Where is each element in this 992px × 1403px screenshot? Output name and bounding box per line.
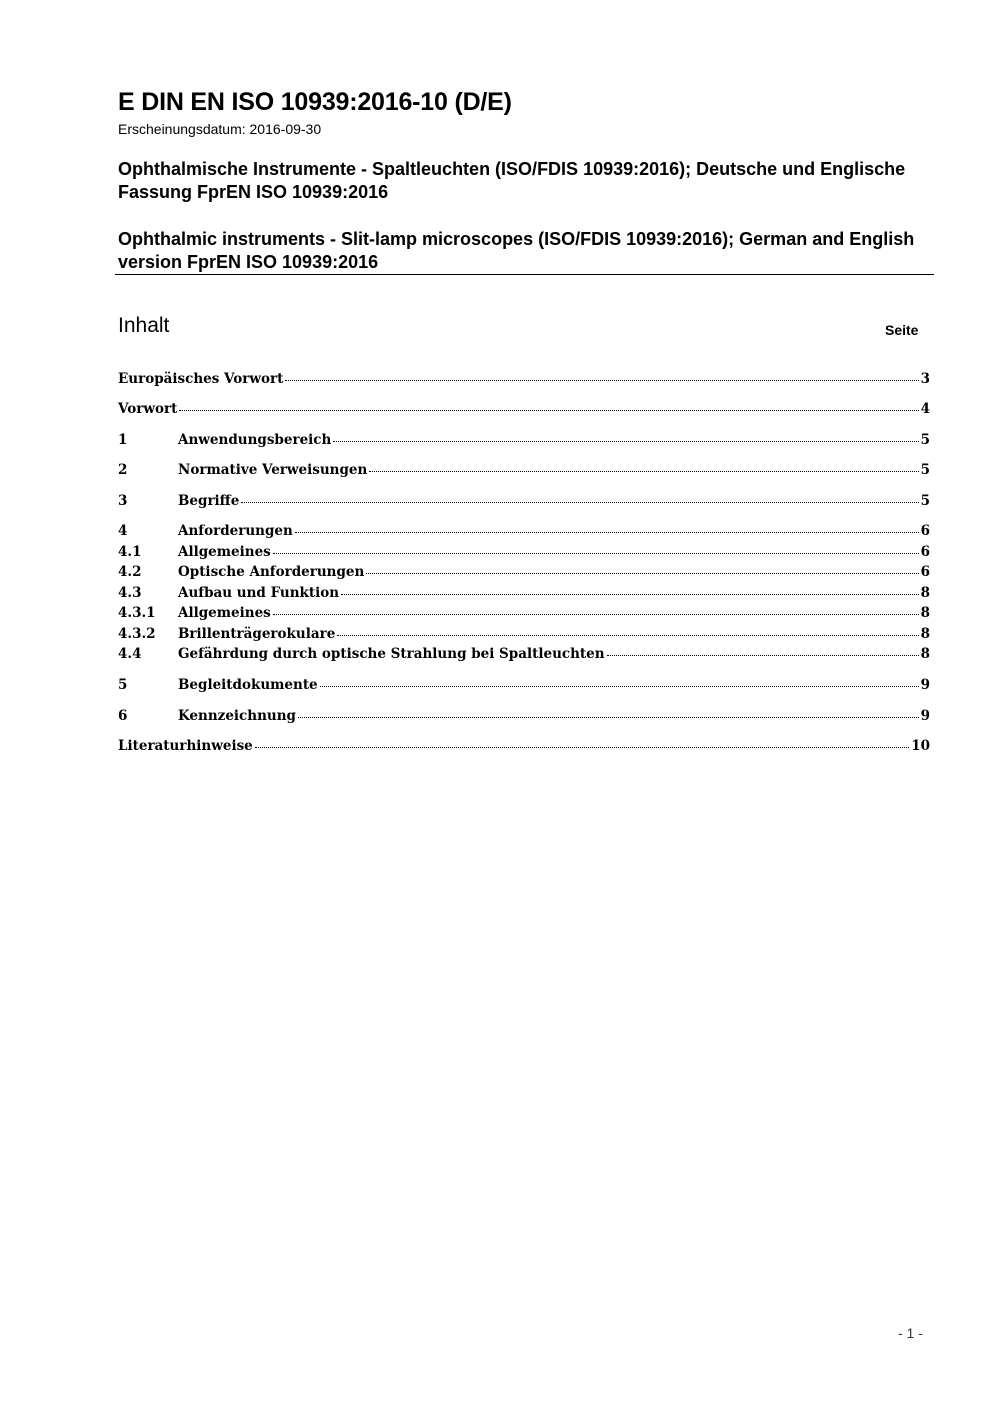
page-number: - 1 - bbox=[898, 1325, 923, 1341]
publication-date: Erscheinungsdatum: 2016-09-30 bbox=[118, 121, 322, 137]
toc-leader-dots bbox=[273, 614, 919, 615]
toc-page-label: Seite bbox=[885, 322, 919, 338]
toc-entry-page: 8 bbox=[920, 585, 930, 601]
toc-leader-dots bbox=[298, 717, 919, 718]
toc-entry[interactable] bbox=[118, 585, 930, 605]
toc-leader-dots bbox=[333, 441, 918, 442]
toc-entry-title: Begleitdokumente bbox=[178, 677, 318, 693]
title-english: Ophthalmic instruments - Slit-lamp microscopes (ISO/FDIS 10939:2016); German and English version FprEN ISO 10939:2016 bbox=[118, 229, 915, 272]
toc-entry[interactable] bbox=[118, 564, 930, 584]
toc-heading: Inhalt bbox=[118, 314, 170, 337]
toc-entry-page: 9 bbox=[920, 708, 930, 724]
toc-entry-title: Allgemeines bbox=[178, 544, 271, 560]
toc-entry-title: Europäisches Vorwort bbox=[118, 371, 284, 387]
toc-entry-title: Begriffe bbox=[178, 493, 240, 509]
title-german: Ophthalmische Instrumente - Spaltleuchten (ISO/FDIS 10939:2016); Deutsche und Englische Fassung FprEN ISO 10939:2016 bbox=[118, 159, 906, 202]
toc-leader-dots bbox=[607, 655, 919, 656]
toc-entry-title: Optische Anforderungen bbox=[178, 564, 365, 580]
toc-entry-number: 4.4 bbox=[118, 646, 142, 662]
toc-entry-number: 2 bbox=[118, 462, 128, 478]
toc-entry-page: 10 bbox=[911, 738, 930, 754]
toc-entry-page: 4 bbox=[920, 401, 930, 417]
toc-entry-page: 6 bbox=[920, 564, 930, 580]
toc-entry[interactable] bbox=[118, 462, 930, 482]
toc-entry[interactable] bbox=[118, 493, 930, 513]
toc-entry-page: 3 bbox=[920, 371, 930, 387]
toc-entry-title: Allgemeines bbox=[178, 605, 271, 621]
toc-entry-page: 6 bbox=[920, 523, 930, 539]
toc-entry-page: 9 bbox=[920, 677, 930, 693]
toc-leader-dots bbox=[273, 553, 919, 554]
toc-entry[interactable] bbox=[118, 646, 930, 666]
toc-leader-dots bbox=[320, 686, 919, 687]
toc-entry-number: 5 bbox=[118, 677, 128, 693]
toc-entry-page: 5 bbox=[920, 462, 930, 478]
toc-entry-title: Brillenträgerokulare bbox=[178, 626, 336, 642]
toc-entry-title: Anwendungsbereich bbox=[178, 432, 332, 448]
toc-leader-dots bbox=[369, 471, 918, 472]
toc-entry[interactable] bbox=[118, 432, 930, 452]
toc-leader-dots bbox=[341, 594, 919, 595]
toc-entry[interactable] bbox=[118, 677, 930, 697]
toc-leader-dots bbox=[179, 410, 918, 411]
toc-entry-number: 4 bbox=[118, 523, 128, 539]
toc-entry[interactable] bbox=[118, 738, 930, 758]
toc-entry-number: 6 bbox=[118, 708, 128, 724]
toc-entry-page: 6 bbox=[920, 544, 930, 560]
toc-entry[interactable] bbox=[118, 605, 930, 625]
toc-entry-title: Anforderungen bbox=[178, 523, 293, 539]
toc-entry[interactable] bbox=[118, 371, 930, 391]
toc-entry[interactable] bbox=[118, 544, 930, 564]
toc-leader-dots bbox=[241, 502, 918, 503]
toc-entry-title: Aufbau und Funktion bbox=[178, 585, 340, 601]
toc-entry-number: 4.3 bbox=[118, 585, 142, 601]
toc-entry-number: 4.3.1 bbox=[118, 605, 156, 621]
toc-entry-title: Vorwort bbox=[118, 401, 178, 417]
toc-leader-dots bbox=[255, 747, 909, 748]
toc-entry-number: 4.3.2 bbox=[118, 626, 156, 642]
document-number: E DIN EN ISO 10939:2016-10 (D/E) bbox=[118, 88, 512, 116]
toc-entry-page: 8 bbox=[920, 646, 930, 662]
toc-entry-title: Literaturhinweise bbox=[118, 738, 253, 754]
toc-entry-page: 8 bbox=[920, 605, 930, 621]
toc-entry-number: 3 bbox=[118, 493, 128, 509]
toc-entry-title: Kennzeichnung bbox=[178, 708, 296, 724]
toc-entry-title: Gefährdung durch optische Strahlung bei Spaltleuchten bbox=[178, 646, 605, 662]
toc-entry-number: 1 bbox=[118, 432, 128, 448]
toc-entry[interactable] bbox=[118, 523, 930, 543]
toc-leader-dots bbox=[285, 380, 918, 381]
toc-entry[interactable] bbox=[118, 708, 930, 728]
toc-entry-page: 5 bbox=[920, 493, 930, 509]
toc-entry[interactable] bbox=[118, 626, 930, 646]
toc-leader-dots bbox=[295, 532, 919, 533]
toc-entry[interactable] bbox=[118, 401, 930, 421]
toc-entry-page: 8 bbox=[920, 626, 930, 642]
toc-entry-number: 4.1 bbox=[118, 544, 142, 560]
toc-entry-title: Normative Verweisungen bbox=[178, 462, 368, 478]
toc-leader-dots bbox=[366, 573, 918, 574]
toc-entry-page: 5 bbox=[920, 432, 930, 448]
toc-entry-number: 4.2 bbox=[118, 564, 142, 580]
toc-leader-dots bbox=[337, 635, 918, 636]
header-divider bbox=[115, 274, 934, 275]
